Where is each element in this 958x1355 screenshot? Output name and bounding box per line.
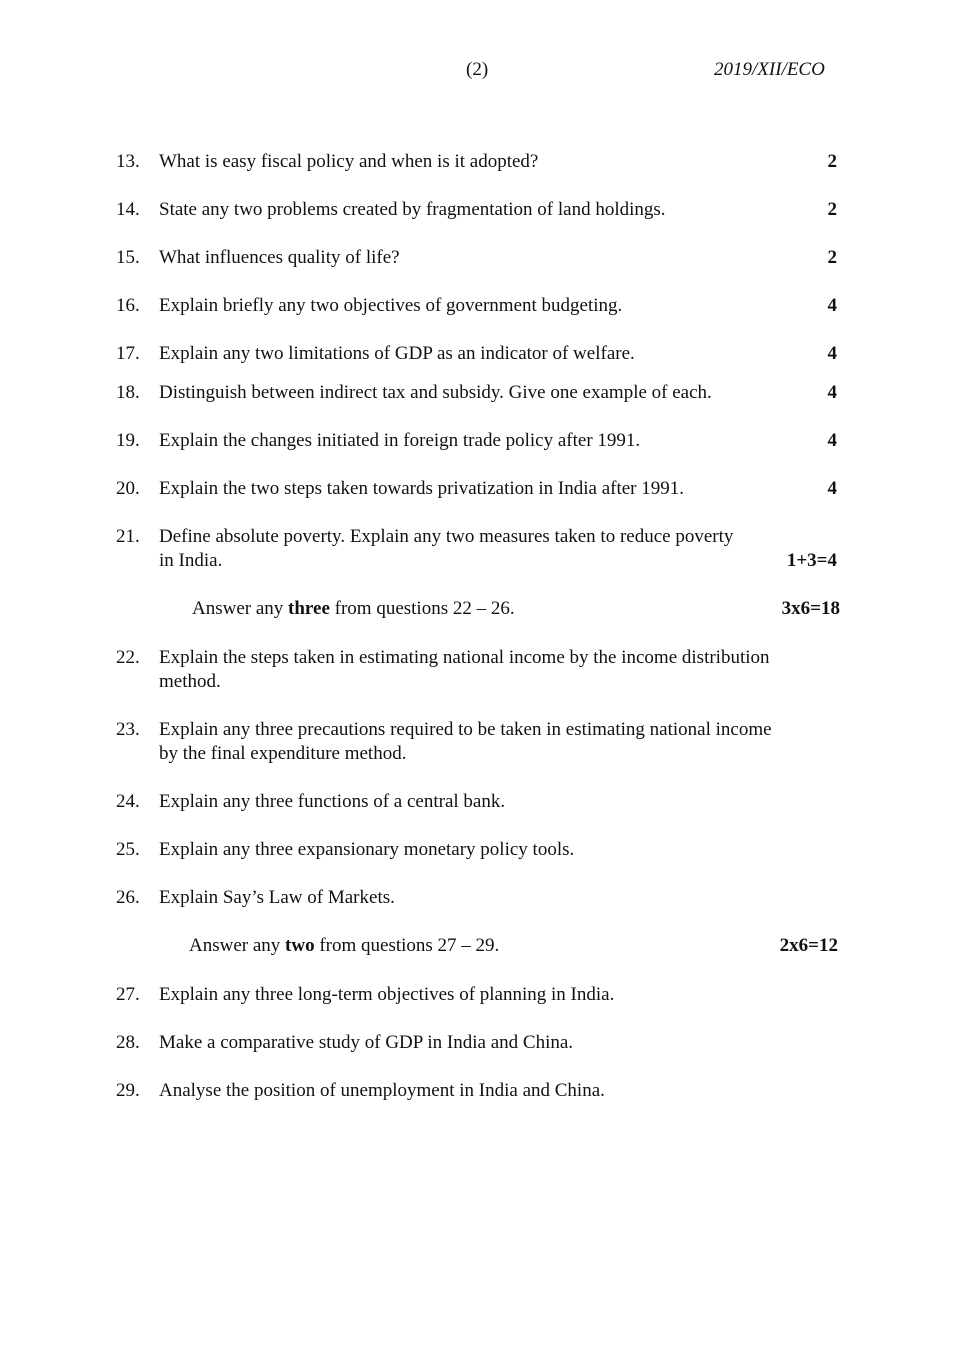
question-number: 18. [116, 382, 140, 403]
question-number: 22. [116, 647, 140, 668]
question-text: Explain any three long-term objectives of planning in India. [159, 984, 615, 1005]
question-text: State any two problems created by fragmentation of land holdings. [159, 199, 666, 220]
question-number: 28. [116, 1032, 140, 1053]
question-number: 15. [116, 247, 140, 268]
question-number: 17. [116, 343, 140, 364]
question-text: Explain briefly any two objectives of government budgeting. [159, 295, 623, 316]
question-text-line-2: method. [159, 671, 221, 692]
question-number: 16. [116, 295, 140, 316]
question-text: What is easy fiscal policy and when is it adopted? [159, 151, 539, 172]
instruction-text: Answer any two from questions 27 – 29. [189, 935, 500, 956]
question-marks: 4 [827, 478, 837, 499]
question-marks: 1+3=4 [786, 550, 837, 571]
question-text: Explain Say’s Law of Markets. [159, 887, 395, 908]
question-number: 25. [116, 839, 140, 860]
question-marks: 2 [827, 247, 837, 268]
question-text-line-1: Explain any three precautions required to be taken in estimating national income [159, 719, 772, 740]
section-marks: 2x6=12 [779, 935, 838, 956]
question-text-line-2: by the final expenditure method. [159, 743, 407, 764]
question-text: Explain any three expansionary monetary policy tools. [159, 839, 575, 860]
question-text: Make a comparative study of GDP in India and China. [159, 1032, 574, 1053]
question-number: 19. [116, 430, 140, 451]
question-text: Explain the two steps taken towards privatization in India after 1991. [159, 478, 684, 499]
instruction-text: Answer any three from questions 22 – 26. [192, 598, 515, 619]
question-marks: 2 [827, 151, 837, 172]
question-marks: 4 [827, 382, 837, 403]
question-marks: 4 [827, 295, 837, 316]
question-text: Explain any two limitations of GDP as an indicator of welfare. [159, 343, 635, 364]
question-number: 14. [116, 199, 140, 220]
question-text: What influences quality of life? [159, 247, 400, 268]
paper-code: 2019/XII/ECO [714, 59, 825, 80]
question-number: 21. [116, 526, 140, 547]
question-text: Distinguish between indirect tax and subsidy. Give one example of each. [159, 382, 712, 403]
section-marks: 3x6=18 [781, 598, 840, 619]
question-number: 27. [116, 984, 140, 1005]
question-text-line-1: Explain the steps taken in estimating national income by the income distribution [159, 647, 770, 668]
page-number: (2) [466, 59, 489, 80]
question-text: Explain the changes initiated in foreign trade policy after 1991. [159, 430, 641, 451]
question-number: 20. [116, 478, 140, 499]
question-text: Explain any three functions of a central bank. [159, 791, 506, 812]
question-number: 26. [116, 887, 140, 908]
question-number: 29. [116, 1080, 140, 1101]
question-marks: 2 [827, 199, 837, 220]
question-text-line-1: Define absolute poverty. Explain any two measures taken to reduce poverty [159, 526, 734, 547]
question-marks: 4 [827, 430, 837, 451]
question-number: 24. [116, 791, 140, 812]
question-number: 23. [116, 719, 140, 740]
question-number: 13. [116, 151, 140, 172]
question-text-line-2: in India. [159, 550, 223, 571]
question-marks: 4 [827, 343, 837, 364]
question-text: Analyse the position of unemployment in India and China. [159, 1080, 605, 1101]
